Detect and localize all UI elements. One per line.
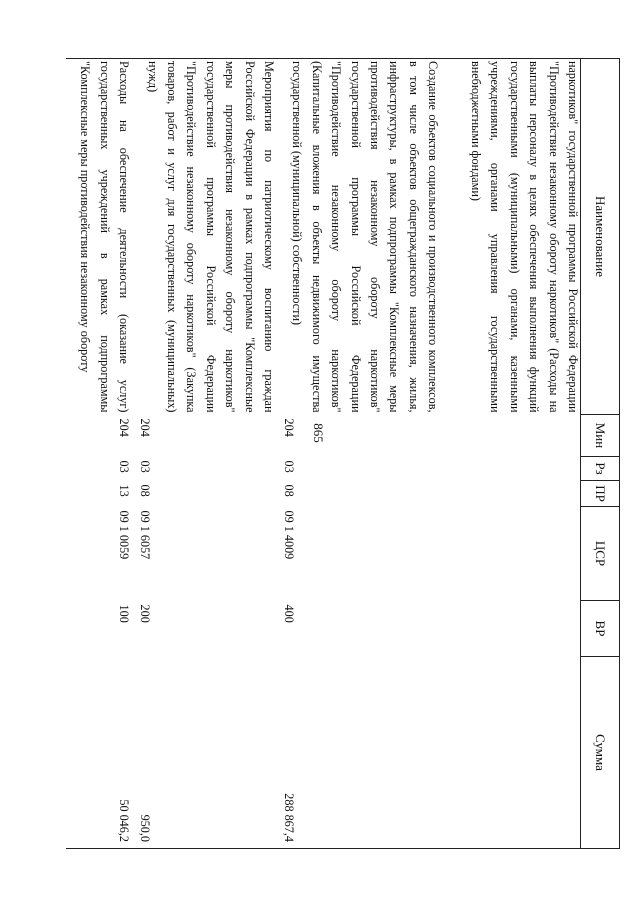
table-row bbox=[66, 59, 133, 849]
row-csr: 09 1 0059 bbox=[117, 510, 132, 560]
rotated-page-content bbox=[78, 58, 620, 848]
row-sum: 288 867,4 bbox=[278, 657, 453, 849]
row-vr bbox=[453, 601, 581, 657]
row-name: Создание объектов социального и производственного комплексов, в том числе объектов общегражданского назначения, жилья, инфраструктуры, в рамках подпрограммы "Комплексные меры противодействия незаконному обороту наркотиков" государственной программы Российской Федерации "Противодействие незаконному обороту наркотиков" (Капитальные вложения в объекты недвижимого имущества государственной (муниципальной) собственности) bbox=[278, 59, 453, 415]
row-sum: 50 046,2 bbox=[66, 657, 133, 849]
header-name: Наименование bbox=[581, 59, 620, 415]
row-vr: 100 bbox=[117, 604, 132, 623]
row-sum bbox=[453, 657, 581, 849]
table-row bbox=[133, 59, 278, 849]
row-min bbox=[453, 415, 581, 457]
row-name: Мероприятия по патриотическому воспитанию граждан Российской Федерации в рамках подпрограммы "Комплексные меры противодействия незаконному обороту наркотиков" государственной программы Российской Федерации "Противодействие незаконному обороту наркотиков" (Закупка товаров, работ и услуг для государственных (муниципальных) нужд) bbox=[133, 59, 278, 415]
row-min: 204 bbox=[137, 418, 152, 437]
row-rz: 03 bbox=[282, 460, 297, 473]
row-sum: 950,0 bbox=[133, 657, 278, 849]
row-csr bbox=[453, 507, 581, 601]
row-rz: 03 bbox=[137, 460, 152, 473]
header-sum: Сумма bbox=[581, 657, 620, 849]
row-name bbox=[453, 59, 581, 415]
row-vr: 200 bbox=[137, 604, 152, 623]
table-row bbox=[453, 59, 581, 849]
row-rz: 03 bbox=[117, 460, 132, 473]
row-rz bbox=[453, 457, 581, 481]
header-pr: ПР bbox=[581, 481, 620, 507]
table-row bbox=[278, 59, 453, 849]
row-pr: 08 bbox=[137, 484, 152, 497]
row-pr: 08 bbox=[282, 484, 297, 497]
row-pr: 13 bbox=[117, 484, 132, 497]
header-csr: ЦСР bbox=[581, 507, 620, 601]
header-rz: Рз bbox=[581, 457, 620, 481]
row-min: 204 bbox=[282, 418, 297, 437]
header-vr: ВР bbox=[581, 601, 620, 657]
row-csr: 09 1 6057 bbox=[137, 510, 152, 560]
row-min: 204 bbox=[117, 418, 132, 437]
page-number: 865 bbox=[311, 423, 326, 443]
row-name: Расходы на обеспечение деятельности (оказание услуг) государственных учреждений в рамках подпрограммы "Комплексные меры противодействия незаконному обороту bbox=[66, 59, 133, 415]
row-name-text: наркотиков" государственной программы Российской Федерации "Противодействие незаконному обороту наркотиков" (Расходы на выплаты персоналу в целях обеспечения выполнения функций государственными (муниципальными) органами, казенными учреждениями, органами управления государственными внебюджетными фондами) bbox=[468, 61, 580, 413]
table-header-row bbox=[581, 59, 620, 849]
budget-table bbox=[66, 58, 620, 849]
row-csr: 09 1 4009 bbox=[282, 510, 297, 560]
row-vr: 400 bbox=[282, 604, 297, 623]
header-min: Мин bbox=[581, 415, 620, 457]
row-pr bbox=[453, 481, 581, 507]
